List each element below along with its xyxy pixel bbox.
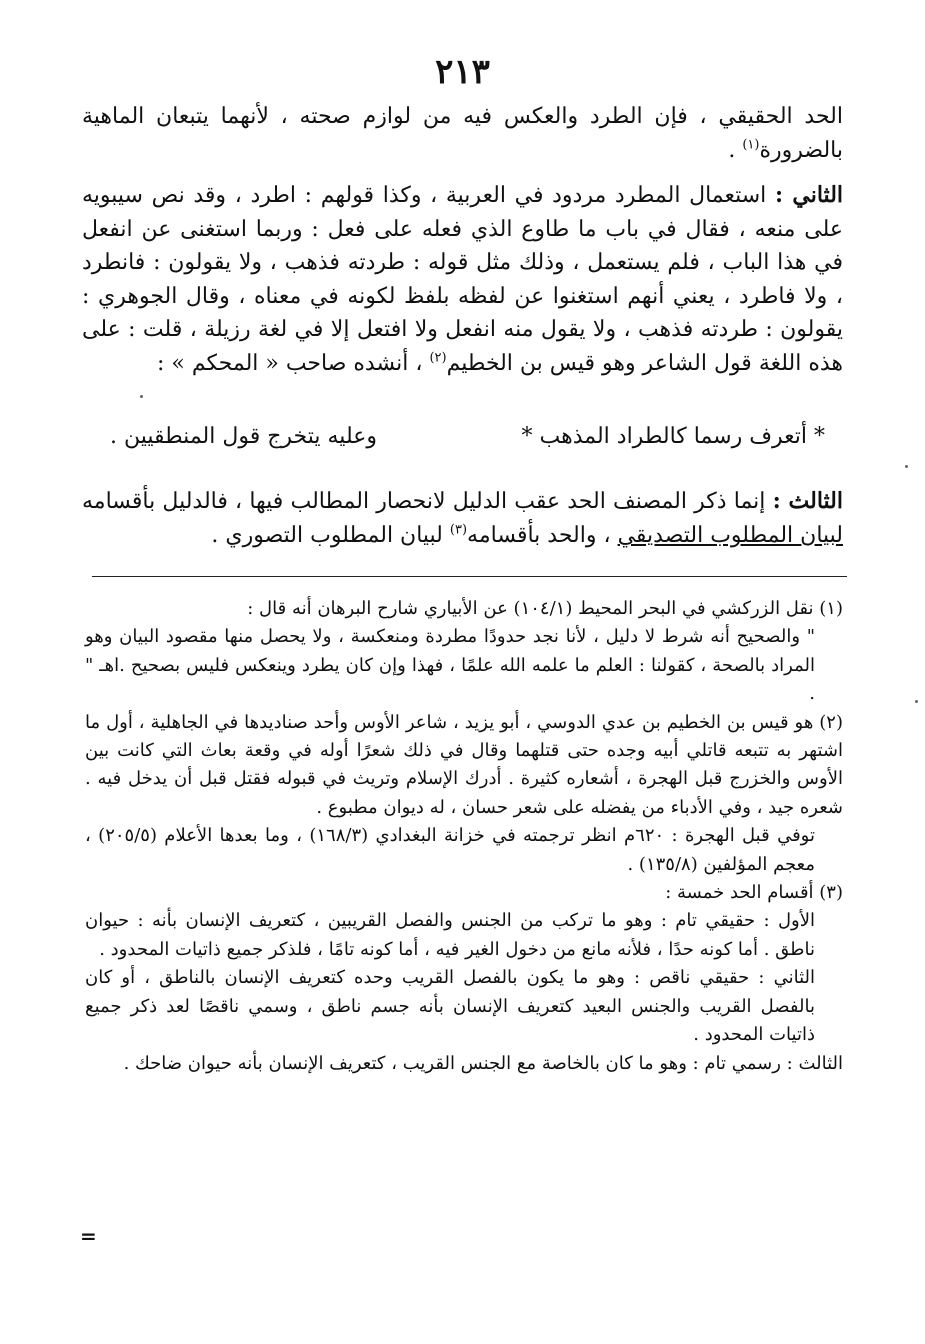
footnote-3-first: الأول : حقيقي تام : وهو ما تركب من الجنس والفصل القريبين ، كتعريف الإنسان بأنه : حيوان ناطق . أما كونه حدًا ، فلأنه مانع من دخول الغير فيه ، أما كونه تامًا ، فلذكر جميع ذاتيات المحدود . xyxy=(85,910,815,960)
paragraph-second: الثاني : استعمال المطرد مردود في العربية ، وكذا قولهم : اطرد ، وقد نص سيبويه على منعه ، فقال في باب ما طاوع الذي فعله على فعل : وربما استغنى عن انفعل في هذا الباب ، فلم يستعمل ، وذلك مثل قوله : طردته فذهب ، ولا يقولون : فانطرد ، ولا فاطرد ، يعني أنهم استغنوا عن لفظه بلفظ لكونه في معناه ، وقال الجوهري : يقولون : طردته فذهب ، ولا يقول منه انفعل ولا افتعل إلا في لغة رزيلة ، قلت : على هذه اللغة قول الشاعر وهو قيس بن الخطيم$^{(٢)}$ ، أنشده صاحب « المحكم » : xyxy=(82,182,844,376)
scan-speck xyxy=(915,700,918,703)
footnote-3-third: الثالث : رسمي تام : وهو ما كان بالخاصة مع الجنس القريب ، كتعريف الإنسان بأنه حيوان ضاحك . xyxy=(123,1052,843,1074)
footnote-ref-1[interactable]: (١) xyxy=(742,137,760,153)
paragraph-second-label: الثاني : xyxy=(774,182,844,208)
verse-second-text: وعليه يتخرج قول المنطقيين . xyxy=(110,424,377,449)
continuation-mark: = xyxy=(80,1224,97,1248)
poetry-verse xyxy=(110,420,825,454)
paragraph-third-label: الثالث : xyxy=(772,488,843,514)
footnote-ref-2[interactable]: (٢) xyxy=(429,350,447,366)
footnote-2: (٢) هو قيس بن الخطيم بن عدي الدوسي ، أبو يزيد ، شاعر الأوس وأحد صناديدها في الجاهلية ، أول ما اشتهر به تتبعه قاتلي أبيه وجده حتى قتلهما وقال في ذلك شعرًا أوله في وقعة بعاث التي كانت بين الأوس والخزرج قبل الهجرة ، أشعاره كثيرة . أدرك الإسلام وتريث في قبوله فقتل قبل أن يدخل فيه . شعره جيد ، وفي الأدباء من يفضله على شعر حسان ، له ديوان مطبوع . xyxy=(85,711,843,818)
footnote-1-quote: " والصحيح أنه شرط لا دليل ، لأنا نجد حدودًا مطردة ومنعكسة ، ولا يحصل منها مقصود البيان وهو المراد بالصحة ، كقولنا : العلم ما علمه الله علمًا ، فهذا وإن كان يطرد وينعكس فليس بصحيح .اهـ " . xyxy=(85,626,815,705)
footnote-3: (٣) أقسام الحد خمسة : xyxy=(665,882,843,904)
footnote-ref-3[interactable]: (٣) xyxy=(449,522,468,538)
verse-first-hemistich: * أتعرف رسما كالطراد المذهب * xyxy=(521,424,825,449)
footnote-1: (١) نقل الزركشي في البحر المحيط (١٠٤/١) عن الأبياري شارح البرهان أنه قال : xyxy=(247,598,843,619)
footnotes xyxy=(85,595,843,1078)
main-line-1: الحد الحقيقي ، فإن الطرد والعكس فيه من لوازم صحته ، لأنهما يتبعان الماهية بالضرورة$^{(١)}$ . xyxy=(82,104,843,163)
footnote-3-second: الثاني : حقيقي ناقص : وهو ما يكون بالفصل القريب وحده كتعريف الإنسان بالناطق ، أو كان بالفصل القريب والجنس البعيد كتعريف الإنسان بأنه جسم ناطق ، وسمي ناقصًا لعد ذكر جميع ذاتيات المحدود . xyxy=(85,967,815,1046)
scan-speck xyxy=(905,465,908,468)
paragraph-third: الثالث : إنما ذكر المصنف الحد عقب الدليل لانحصار المطالب فيها ، فالدليل بأقسامه لبيان المطلوب التصديقي ، والحد بأقسامه$^{(٣)}$ لبيان المطلوب التصوري . xyxy=(82,488,843,548)
underlined-phrase: لبيان المطلوب التصديقي xyxy=(617,523,843,548)
footnote-2-death: توفي قبل الهجرة : ٦٢٠م انظر ترجمته في خزانة البغدادي (١٦٨/٣) ، وما بعدها الأعلام (٢٠٥/٥) ، معجم المؤلفين (١٣٥/٨) . xyxy=(85,825,815,875)
scan-speck xyxy=(140,395,143,398)
footnote-separator xyxy=(92,576,847,577)
main-text xyxy=(82,100,843,380)
page-number: ٢١٣ xyxy=(435,52,490,92)
